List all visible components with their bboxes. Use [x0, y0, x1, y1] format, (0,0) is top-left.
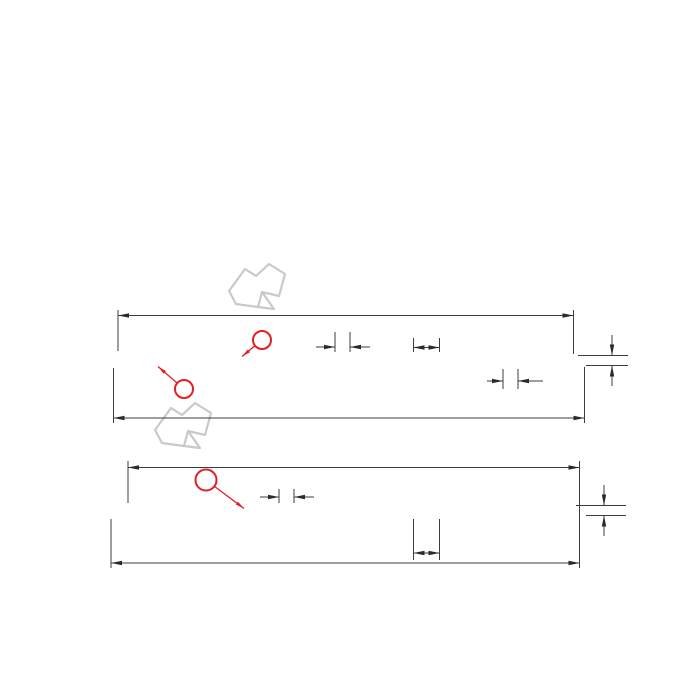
callout-b	[252, 330, 272, 350]
callout-r	[195, 469, 218, 492]
watermark-2	[155, 403, 211, 448]
section-r-dimensions	[111, 461, 626, 568]
metall-profil-logo	[155, 403, 211, 448]
watermark-1	[229, 264, 285, 309]
callout-a	[174, 379, 194, 399]
metall-profil-logo	[229, 264, 285, 309]
